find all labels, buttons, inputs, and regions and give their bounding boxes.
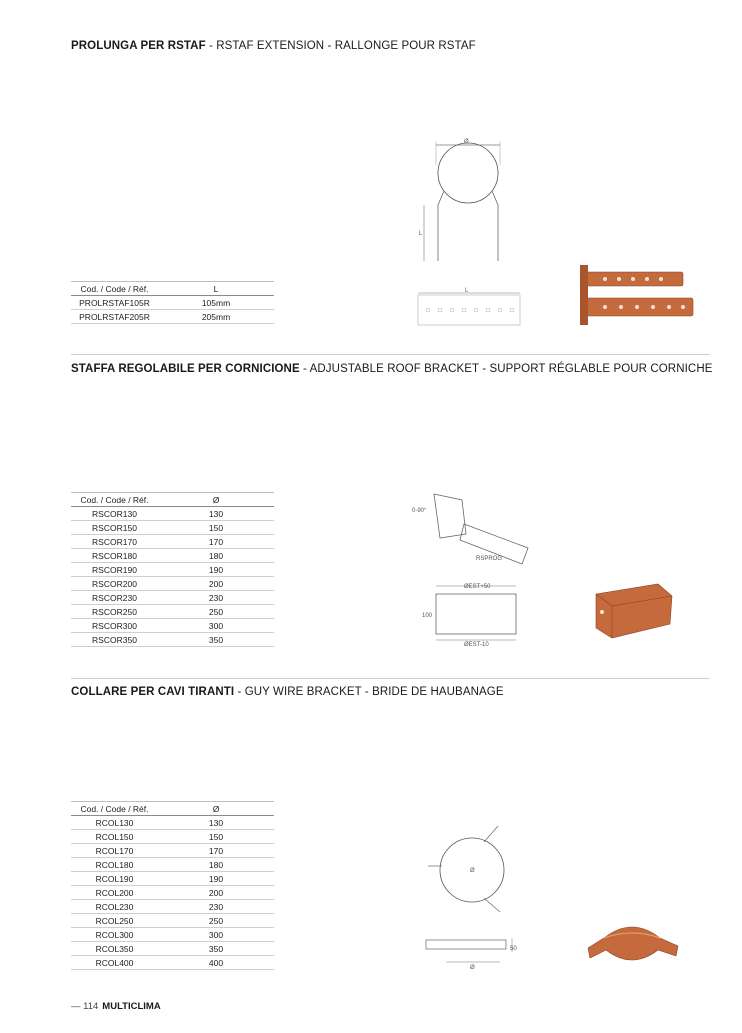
bottom-diameter-label: Ø: [470, 965, 475, 971]
col-code-header: Cod. / Code / Réf.: [71, 493, 158, 507]
guy-wire-table: [71, 801, 274, 970]
extension-drawing: [410, 135, 540, 335]
top-dim-label: ØEST+50: [464, 584, 491, 590]
product-code: RCOL400: [71, 956, 158, 970]
roof-bracket-photo: [588, 578, 678, 646]
product-code: RSCOR350: [71, 633, 158, 647]
product-code: RSCOR200: [71, 577, 158, 591]
title-rest: - ADJUSTABLE ROOF BRACKET - SUPPORT RÉGLABLE POUR CORNICHE: [299, 363, 713, 375]
title-rest: - GUY WIRE BRACKET - BRIDE DE HAUBANAGE: [234, 686, 504, 698]
product-value: 350: [158, 942, 274, 956]
table-row: [71, 591, 274, 605]
col-code-header: Cod. / Code / Réf.: [71, 282, 158, 296]
product-code: RCOL130: [71, 816, 158, 830]
product-code: RSCOR170: [71, 535, 158, 549]
col-value-header: L: [158, 282, 274, 296]
product-code: RSCOR250: [71, 605, 158, 619]
product-code: PROLRSTAF105R: [71, 296, 158, 310]
product-code: RCOL250: [71, 914, 158, 928]
title-bold: STAFFA REGOLABILE PER CORNICIONE: [71, 363, 300, 375]
product-value: 250: [158, 605, 274, 619]
product-value: 190: [158, 872, 274, 886]
product-code: RSCOR180: [71, 549, 158, 563]
title-rest: - RSTAF EXTENSION - RALLONGE POUR RSTAF: [205, 40, 476, 52]
product-value: 130: [158, 507, 274, 521]
product-value: 230: [158, 591, 274, 605]
brand-name: MULTICLIMA: [102, 1001, 161, 1012]
product-code: RCOL170: [71, 844, 158, 858]
product-code: RSCOR230: [71, 591, 158, 605]
collar-profile: [426, 940, 506, 949]
page-number: — 114: [71, 1001, 99, 1012]
side-dim-label: 100: [422, 613, 433, 619]
product-value: 130: [158, 816, 274, 830]
table-row: [71, 535, 274, 549]
table-row: [71, 956, 274, 970]
guy-wire-drawing: [420, 820, 530, 980]
section-title-guy-wire: [71, 686, 504, 698]
table-row: [71, 310, 274, 324]
bracket-arms: [438, 191, 498, 261]
divider: [71, 678, 710, 679]
bracket-plate: [434, 494, 466, 538]
product-value: 180: [158, 549, 274, 563]
product-value: 150: [158, 521, 274, 535]
table-row: [71, 914, 274, 928]
product-code: RCOL230: [71, 900, 158, 914]
height-dim-label: 50: [510, 946, 517, 952]
table-row: [71, 619, 274, 633]
roof-bracket-drawing: [410, 488, 550, 658]
table-row: [71, 816, 274, 830]
product-code: RCOL300: [71, 928, 158, 942]
col-value-header: Ø: [158, 802, 274, 816]
product-code: RSCOR150: [71, 521, 158, 535]
table-row: [71, 942, 274, 956]
extension-photo: [575, 262, 695, 330]
product-value: 180: [158, 858, 274, 872]
title-bold: PROLUNGA PER RSTAF: [71, 40, 206, 52]
section-title-roof-bracket: [71, 363, 713, 375]
product-code: RCOL150: [71, 830, 158, 844]
footer: [71, 1001, 161, 1012]
table-row: [71, 577, 274, 591]
table-row: [71, 563, 274, 577]
section-title-extension: [71, 40, 476, 52]
col-code-header: Cod. / Code / Réf.: [71, 802, 158, 816]
product-code: RSCOR130: [71, 507, 158, 521]
product-code: RCOL190: [71, 872, 158, 886]
guy-wire-photo: [582, 912, 682, 972]
product-code: RSCOR190: [71, 563, 158, 577]
product-value: 350: [158, 633, 274, 647]
product-code: RSCOR300: [71, 619, 158, 633]
table-row: [71, 830, 274, 844]
divider: [71, 354, 710, 355]
table-row: [71, 633, 274, 647]
product-value: 230: [158, 900, 274, 914]
table-row: [71, 507, 274, 521]
length-h-label: L: [465, 288, 469, 294]
angle-label: 0-90°: [412, 508, 427, 514]
pipe-circle: [438, 143, 498, 203]
table-row: [71, 872, 274, 886]
table-row: [71, 605, 274, 619]
extension-table: [71, 281, 274, 324]
product-code: PROLRSTAF205R: [71, 310, 158, 324]
product-code: RCOL200: [71, 886, 158, 900]
product-value: 400: [158, 956, 274, 970]
table-row: [71, 886, 274, 900]
product-value: 300: [158, 928, 274, 942]
table-row: [71, 549, 274, 563]
table-row: [71, 900, 274, 914]
product-value: 170: [158, 535, 274, 549]
diameter-label: Ø: [464, 139, 469, 145]
roof-bracket-table: [71, 492, 274, 647]
extension-profile: [418, 295, 520, 325]
table-row: [71, 928, 274, 942]
bracket-box: [436, 594, 516, 634]
product-code: RCOL180: [71, 858, 158, 872]
product-value: 170: [158, 844, 274, 858]
collar-diameter-label: Ø: [470, 868, 475, 874]
product-code: RCOL350: [71, 942, 158, 956]
table-row: [71, 844, 274, 858]
product-value: 250: [158, 914, 274, 928]
product-value: 300: [158, 619, 274, 633]
product-value: 150: [158, 830, 274, 844]
product-value: 205mm: [158, 310, 274, 324]
table-row: [71, 296, 274, 310]
title-bold: COLLARE PER CAVI TIRANTI: [71, 686, 235, 698]
product-value: 105mm: [158, 296, 274, 310]
col-value-header: Ø: [158, 493, 274, 507]
bottom-dim-label: ØEST-10: [464, 642, 489, 648]
product-value: 200: [158, 577, 274, 591]
table-row: [71, 521, 274, 535]
product-value: 200: [158, 886, 274, 900]
length-v-label: L: [419, 231, 423, 237]
product-value: 190: [158, 563, 274, 577]
part-label: RSPROG: [476, 556, 503, 562]
table-row: [71, 858, 274, 872]
